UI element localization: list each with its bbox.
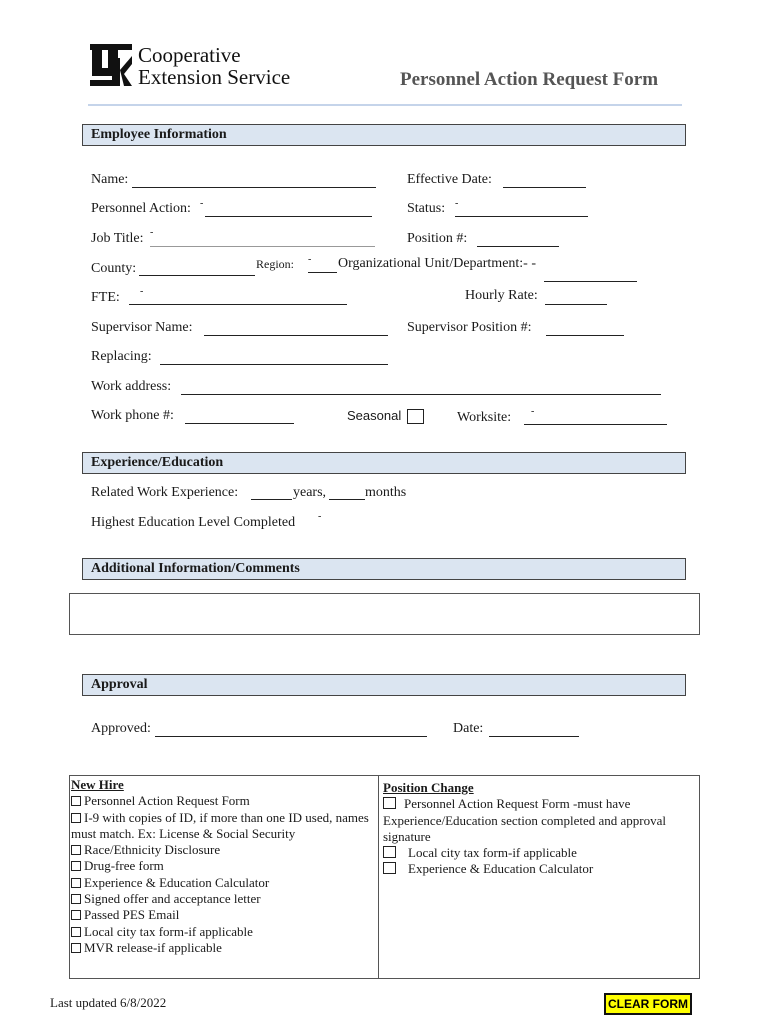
fte-dropdown-icon: -	[140, 286, 144, 297]
worksite-dropdown[interactable]	[524, 410, 667, 425]
org-unit-field[interactable]	[544, 267, 637, 282]
work-phone-label: Work phone #:	[91, 408, 174, 423]
checkbox-icon[interactable]	[71, 894, 81, 904]
seasonal-label: Seasonal	[347, 408, 402, 423]
supervisor-position-label: Supervisor Position #:	[407, 320, 532, 335]
list-item: Personnel Action Request Form	[71, 793, 373, 809]
checkbox-icon[interactable]	[71, 927, 81, 937]
status-dropdown[interactable]	[455, 202, 588, 217]
checkbox-icon[interactable]	[71, 910, 81, 920]
list-item: Signed offer and acceptance letter	[71, 891, 373, 907]
checkbox-icon[interactable]	[383, 846, 396, 858]
comments-textarea[interactable]	[69, 593, 700, 635]
checkbox-icon[interactable]	[71, 861, 81, 871]
checkbox-icon[interactable]	[71, 845, 81, 855]
logo-line2: Extension Service	[138, 65, 291, 89]
hourly-rate-label: Hourly Rate:	[465, 288, 538, 303]
checklist-divider	[378, 775, 379, 979]
section-experience-education: Experience/Education	[82, 452, 686, 474]
years-field[interactable]	[251, 485, 292, 500]
uk-logo-icon	[90, 44, 132, 86]
years-label: years,	[293, 485, 327, 500]
list-item: Drug-free form	[71, 858, 373, 874]
list-item: MVR release-if applicable	[71, 940, 373, 956]
position-change-title: Position Change	[383, 780, 474, 795]
months-label: months	[365, 485, 407, 500]
list-item: Personnel Action Request Form -must have Experience/Education section completed and approval signature	[383, 796, 666, 844]
list-item: Local city tax form-if applicable	[71, 924, 373, 940]
work-phone-field[interactable]	[185, 409, 294, 424]
personnel-action-dropdown-icon: -	[200, 198, 204, 209]
checkbox-icon[interactable]	[71, 943, 81, 953]
supervisor-name-field[interactable]	[204, 321, 388, 336]
section-employee-information: Employee Information	[82, 124, 686, 146]
checkbox-icon[interactable]	[71, 796, 81, 806]
worksite-label: Worksite:	[457, 410, 512, 425]
name-label: Name:	[91, 172, 129, 187]
clear-form-button[interactable]: CLEAR FORM	[604, 993, 692, 1015]
region-dropdown[interactable]	[308, 258, 337, 273]
list-item: I-9 with copies of ID, if more than one ID used, names must match. Ex: License & Social Security	[71, 809, 369, 841]
work-address-field[interactable]	[181, 380, 661, 395]
section-approval: Approval	[82, 674, 686, 696]
effective-date-field[interactable]	[503, 173, 586, 188]
form-title: Personnel Action Request Form	[400, 69, 659, 90]
logo-text	[138, 44, 290, 88]
region-dropdown-icon: -	[308, 254, 312, 265]
seasonal-checkbox[interactable]	[407, 409, 424, 424]
approval-date-field[interactable]	[489, 722, 579, 737]
county-field[interactable]	[139, 261, 255, 276]
worksite-dropdown-icon: -	[531, 406, 535, 417]
highest-education-dropdown-icon[interactable]: -	[318, 511, 322, 522]
job-title-dropdown-icon: -	[150, 227, 154, 238]
position-change-column	[383, 780, 693, 878]
list-item: Race/Ethnicity Disclosure	[71, 842, 373, 858]
position-number-field[interactable]	[477, 232, 559, 247]
personnel-action-label: Personnel Action:	[91, 201, 191, 216]
list-item: Passed PES Email	[71, 907, 373, 923]
new-hire-column	[71, 777, 373, 956]
checkbox-icon[interactable]	[71, 878, 81, 888]
last-updated: Last updated 6/8/2022	[50, 995, 167, 1010]
fte-dropdown[interactable]	[129, 290, 347, 305]
logo-line1: Cooperative	[138, 43, 241, 67]
status-dropdown-icon: -	[455, 198, 459, 209]
personnel-action-dropdown[interactable]	[205, 202, 372, 217]
approval-date-label: Date:	[453, 721, 484, 736]
new-hire-title: New Hire	[71, 777, 124, 792]
months-field[interactable]	[329, 485, 365, 500]
position-number-label: Position #:	[407, 231, 468, 246]
name-field[interactable]	[132, 173, 376, 188]
related-work-label: Related Work Experience:	[91, 485, 239, 500]
section-additional-information: Additional Information/Comments	[82, 558, 686, 580]
work-address-label: Work address:	[91, 379, 172, 394]
job-title-label: Job Title:	[91, 231, 144, 246]
approved-label: Approved:	[91, 721, 151, 736]
org-unit-label: Organizational Unit/Department:- -	[338, 256, 537, 271]
list-item: Experience & Education Calculator	[71, 875, 373, 891]
county-label: County:	[91, 261, 137, 276]
replacing-field[interactable]	[160, 350, 388, 365]
list-item: Experience & Education Calculator	[383, 861, 693, 877]
checkbox-icon[interactable]	[71, 813, 81, 823]
checkbox-icon[interactable]	[383, 797, 396, 809]
checkbox-icon[interactable]	[383, 862, 396, 874]
effective-date-label: Effective Date:	[407, 172, 492, 187]
status-label: Status:	[407, 201, 446, 216]
header-divider	[88, 104, 682, 106]
supervisor-position-field[interactable]	[546, 321, 624, 336]
highest-education-label: Highest Education Level Completed	[91, 515, 296, 530]
region-label: Region:	[256, 257, 294, 271]
replacing-label: Replacing:	[91, 349, 152, 364]
fte-label: FTE:	[91, 290, 120, 305]
hourly-rate-field[interactable]	[545, 290, 607, 305]
approved-field[interactable]	[155, 722, 427, 737]
list-item: Local city tax form-if applicable	[383, 845, 693, 861]
supervisor-name-label: Supervisor Name:	[91, 320, 193, 335]
job-title-dropdown[interactable]	[150, 232, 375, 247]
